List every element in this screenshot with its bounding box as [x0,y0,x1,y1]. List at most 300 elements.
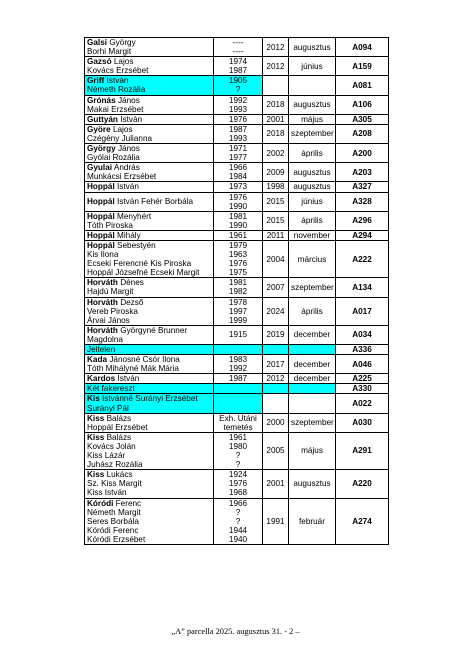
family-name: Kiss [87,413,105,423]
person-name [87,526,211,535]
names-cell [85,413,214,432]
given-name: András [113,163,140,173]
birth-years-cell [214,394,263,413]
burial-year-cell: 2005 [263,432,289,469]
given-name: Jeltelen [87,345,116,354]
given-name: Kóródi Ferenc [87,525,139,535]
family-name: Horváth [87,297,118,307]
burial-year-cell: 2000 [263,413,289,432]
birth-years-cell [214,163,263,182]
burial-month-cell: április [289,144,336,163]
birth-year: Exh. Utáni [219,413,257,423]
burial-year-cell: 2024 [263,297,289,325]
grave-code-cell: A305 [336,114,389,124]
names-cell [85,144,214,163]
family-name: Kiss [87,432,105,442]
names-cell [85,57,214,76]
birth-years-cell [214,57,263,76]
birth-year: 1924 [228,470,248,480]
family-name: Gazsó [87,57,112,67]
table-row [85,240,389,277]
table-row [85,57,389,76]
grave-code-cell: A291 [336,432,389,469]
person-name [87,144,211,153]
family-name: György [87,144,116,154]
given-name: Dénes [120,278,144,288]
burial-month-cell: május [289,432,336,469]
table-row [85,498,389,544]
burial-month-cell [289,394,336,413]
grave-code-cell: A208 [336,124,389,143]
family-name: Horváth [87,278,118,288]
given-name: Két fakereszt [87,384,135,394]
family-name: Galsi [87,38,108,47]
burial-year-cell: 2007 [263,278,289,297]
grave-code-cell: A022 [336,394,389,413]
birth-year: 1999 [228,315,248,325]
family-name: Hoppál [87,240,115,250]
table-row [85,297,389,325]
grave-code-cell: A294 [336,230,389,240]
family-name: Horváth [87,325,118,335]
names-cell [85,240,214,277]
table-row [85,144,389,163]
birth-year: 1981 [228,278,248,288]
person-name [87,96,211,105]
given-name: Kiss Lázár [87,451,126,461]
table-row [85,38,389,57]
given-name: Ferenc [115,498,142,508]
person-name [87,414,211,423]
family-name: Hoppál [87,197,115,207]
given-name: István [117,182,139,192]
birth-year: 1977 [228,153,248,163]
names-cell [85,278,214,297]
birth-year: 1981 [228,211,248,221]
family-name: Kis [87,394,100,404]
given-name: Kiss István [87,488,127,498]
birth-year: 1971 [228,144,248,154]
person-name [87,182,211,191]
person-name [87,221,211,230]
birth-year: ? [235,460,241,470]
given-name: Magdolna [87,334,123,344]
names-cell [85,114,214,124]
burial-year-cell [263,394,289,413]
burial-month-cell: szeptember [289,278,336,297]
birth-years-cell [214,413,263,432]
family-name: Györe [87,124,111,134]
birth-years-cell [214,144,263,163]
person-name [87,374,211,383]
names-cell [85,345,214,355]
birth-year: ? [235,507,241,517]
birth-years-cell [214,278,263,297]
grave-code-cell: A200 [336,144,389,163]
person-name [87,163,211,172]
birth-years-cell [214,325,263,344]
names-cell [85,182,214,192]
given-name: István Fehér Borbála [117,197,194,207]
burial-year-cell: 2017 [263,355,289,374]
person-name [87,259,211,268]
grave-code-cell: A030 [336,413,389,432]
burial-year-cell: 2019 [263,325,289,344]
burial-year-cell [263,345,289,355]
table-row [85,211,389,230]
burial-month-cell: szeptember [289,124,336,143]
person-name [87,479,211,488]
person-name [87,298,211,307]
names-cell [85,384,214,394]
given-name: Balázs [106,432,132,442]
person-name [87,326,211,335]
burial-year-cell: 2012 [263,38,289,57]
page-footer: „A” parcella 2025. augusztus 31. - 2 – [171,627,300,636]
names-cell [85,76,214,95]
given-name: Németh Margit [87,507,141,517]
birth-years-cell [214,384,263,394]
table-row [85,76,389,95]
burial-month-cell [289,384,336,394]
burial-month-cell: szeptember [289,413,336,432]
person-name [87,241,211,250]
birth-year: 1976 [228,259,248,269]
birth-year: 1987 [228,66,248,76]
burial-year-cell [263,76,289,95]
birth-year: 1990 [228,220,248,230]
person-name [87,307,211,316]
person-name [87,451,211,460]
birth-year: 1984 [228,172,248,182]
birth-year: 1978 [228,297,248,307]
birth-year: ---- [232,38,244,47]
burial-month-cell: május [289,114,336,124]
table-row [85,278,389,297]
names-cell [85,498,214,544]
birth-year: ? [235,85,241,95]
birth-year: 1983 [228,355,248,365]
burial-year-cell: 2001 [263,470,289,498]
person-name [87,335,211,344]
family-name: Hoppál [87,211,115,221]
birth-year: 1966 [228,498,248,508]
person-name [87,470,211,479]
given-name: Istvánné Surányi Erzsébet [102,394,198,404]
given-name: Kis Ilona [87,250,119,260]
given-name: Sebestyén [117,240,156,250]
person-name [87,345,211,354]
burial-year-cell: 2012 [263,374,289,384]
family-name: Hoppál [87,182,115,192]
birth-year: 1973 [228,182,248,192]
birth-year: 1980 [228,441,248,451]
burial-month-cell: december [289,374,336,384]
table-row [85,325,389,344]
burial-month-cell: március [289,240,336,277]
given-name: Seres Borbála [87,516,139,526]
names-cell [85,124,214,143]
burial-month-cell: augusztus [289,95,336,114]
table-row [85,413,389,432]
burial-year-cell [263,384,289,394]
given-name: Lajos [112,124,133,134]
birth-year: 1997 [228,306,248,316]
birth-years-cell [214,355,263,374]
names-cell [85,38,214,57]
grave-code-cell: A328 [336,192,389,211]
person-name [87,442,211,451]
birth-years-cell [214,192,263,211]
names-cell [85,297,214,325]
birth-year: 1968 [228,488,248,498]
given-name: Surányi Pál [87,403,129,413]
burial-year-cell: 1998 [263,182,289,192]
family-name: Kiss [87,470,105,480]
birth-year: 1940 [228,534,248,544]
birth-year: 1979 [228,240,248,250]
burial-year-cell: 2018 [263,95,289,114]
birth-year: 1961 [228,432,248,442]
burial-year-cell: 1991 [263,498,289,544]
family-name: Hoppál [87,230,115,240]
given-name: Györgyné Brunner [120,325,188,335]
birth-year: ? [235,451,241,461]
grave-code-cell: A327 [336,182,389,192]
birth-year: 1987 [228,124,248,134]
family-name: Kóródi [87,498,114,508]
birth-years-cell [214,374,263,384]
burial-year-cell: 2012 [263,57,289,76]
names-cell [85,163,214,182]
family-name: Kardos [87,374,116,384]
names-cell [85,325,214,344]
birth-years-cell [214,114,263,124]
grave-code-cell: A134 [336,278,389,297]
names-cell [85,230,214,240]
grave-code-cell: A094 [336,38,389,57]
person-name [87,105,211,114]
birth-years-cell [214,230,263,240]
grave-code-cell: A330 [336,384,389,394]
grave-code-cell: A222 [336,240,389,277]
birth-years-cell [214,211,263,230]
person-name [87,287,211,296]
burial-month-cell: december [289,355,336,374]
grave-code-cell: A274 [336,498,389,544]
table-row [85,230,389,240]
birth-years-cell [214,432,263,469]
birth-years-cell [214,95,263,114]
given-name: Balázs [106,413,132,423]
given-name: Jánosné Csór Ilona [109,355,180,365]
person-name [87,460,211,469]
table-row [85,355,389,374]
table-row [85,345,389,355]
given-name: János [117,144,140,154]
names-cell [85,192,214,211]
burial-month-cell: június [289,57,336,76]
names-cell [85,211,214,230]
birth-year: 1993 [228,133,248,143]
given-name: János [117,95,140,105]
given-name: Kovács Erzsébet [87,66,149,76]
table-row [85,432,389,469]
birth-year: 1992 [228,364,248,374]
person-name [87,316,211,325]
burial-month-cell: augusztus [289,38,336,57]
given-name: Czégény Julianna [87,133,153,143]
given-name: Menyhért [117,211,152,221]
given-name: Tóth Piroska [87,220,133,230]
names-cell [85,355,214,374]
person-name [87,278,211,287]
given-name: Munkácsi Erzsébet [87,172,157,182]
person-name [87,212,211,221]
given-name: Németh Rozália [87,85,146,95]
person-name [87,172,211,181]
given-name: Gyólai Rozália [87,153,140,163]
family-name: Kada [87,355,108,365]
birth-years-cell [214,38,263,57]
person-name [87,268,211,277]
birth-year: 1976 [228,479,248,489]
table-row [85,470,389,498]
burial-year-cell: 2002 [263,144,289,163]
given-name: Hoppál Erzsébet [87,422,148,432]
grave-code-cell: A046 [336,355,389,374]
given-name: Sz. Kiss Margit [87,479,142,489]
person-name [87,231,211,240]
burial-month-cell: február [289,498,336,544]
given-name: Ecseki Ferencné Kis Piroska [87,259,192,269]
birth-years-cell [214,240,263,277]
birth-years-cell [214,297,263,325]
burial-year-cell: 2018 [263,124,289,143]
birth-year: 1905 [228,76,248,86]
birth-year: 1975 [228,268,248,278]
person-name [87,38,211,47]
burial-year-cell: 2001 [263,114,289,124]
burial-month-cell: április [289,211,336,230]
person-name [87,115,211,124]
burial-month-cell: augusztus [289,163,336,182]
person-name [87,508,211,517]
birth-year: 1990 [228,201,248,211]
names-cell [85,394,214,413]
burial-month-cell: november [289,230,336,240]
birth-year: 1976 [228,114,248,124]
person-name [87,250,211,259]
birth-years-cell [214,124,263,143]
person-name [87,488,211,497]
birth-year: 1961 [228,230,248,240]
table-row [85,384,389,394]
given-name: Tóth Mihályné Mák Mária [87,364,179,374]
person-name [87,433,211,442]
given-name: Kóródi Erzsébet [87,534,146,544]
given-name: Árvai János [87,315,130,325]
birth-year: ? [235,516,241,526]
person-name [87,423,211,432]
birth-years-cell [214,470,263,498]
given-name: Kovács Jolán [87,441,136,451]
person-name [87,134,211,143]
names-cell [85,95,214,114]
burial-month-cell: június [289,192,336,211]
given-name: Lukács [106,470,133,480]
grave-code-cell: A017 [336,297,389,325]
birth-year: temetés [223,422,253,432]
burial-year-cell: 2015 [263,192,289,211]
birth-year: 1993 [228,104,248,114]
person-name [87,66,211,75]
person-name [87,47,211,56]
person-name [87,76,211,85]
table-row [85,124,389,143]
given-name: György [109,38,136,47]
grave-code-cell: A159 [336,57,389,76]
grave-code-cell: A034 [336,325,389,344]
grave-code-cell: A225 [336,374,389,384]
grave-code-cell: A081 [336,76,389,95]
table-row [85,192,389,211]
given-name: Dezső [120,297,144,307]
burial-year-cell: 2011 [263,230,289,240]
birth-year: ---- [232,47,244,57]
person-name [87,355,211,364]
table-row [85,95,389,114]
birth-year: 1963 [228,250,248,260]
table-row [85,374,389,384]
birth-year: 1976 [228,192,248,202]
given-name: Vereb Piroska [87,306,138,316]
family-name: Griff [87,76,105,86]
given-name: Hajdú Margit [87,287,134,297]
birth-year: 1915 [228,330,248,340]
given-name: Mihály [117,230,141,240]
birth-year: 1987 [228,374,248,384]
birth-year: 1974 [228,57,248,67]
person-name [87,197,211,206]
burial-month-cell: augusztus [289,470,336,498]
given-name: Hoppál Józsefné Ecseki Margit [87,268,200,278]
given-name: Juhász Rozália [87,460,143,470]
person-name [87,499,211,508]
table-row [85,182,389,192]
burial-month-cell: december [289,325,336,344]
given-name: Lajos [113,57,134,67]
birth-year: 1966 [228,163,248,173]
grave-code-cell: A106 [336,95,389,114]
person-name [87,517,211,526]
person-name [87,394,211,403]
birth-years-cell [214,182,263,192]
grave-code-cell: A296 [336,211,389,230]
birth-year: 1992 [228,95,248,105]
burial-year-cell: 2009 [263,163,289,182]
person-name [87,535,211,544]
given-name: Makai Erzsébet [87,104,144,114]
names-cell [85,374,214,384]
person-name [87,384,211,393]
grave-code-cell: A336 [336,345,389,355]
given-name: István [120,114,143,124]
burial-year-cell: 2015 [263,211,289,230]
burial-month-cell: április [289,297,336,325]
table-row [85,163,389,182]
family-name: Grónás [87,95,116,105]
